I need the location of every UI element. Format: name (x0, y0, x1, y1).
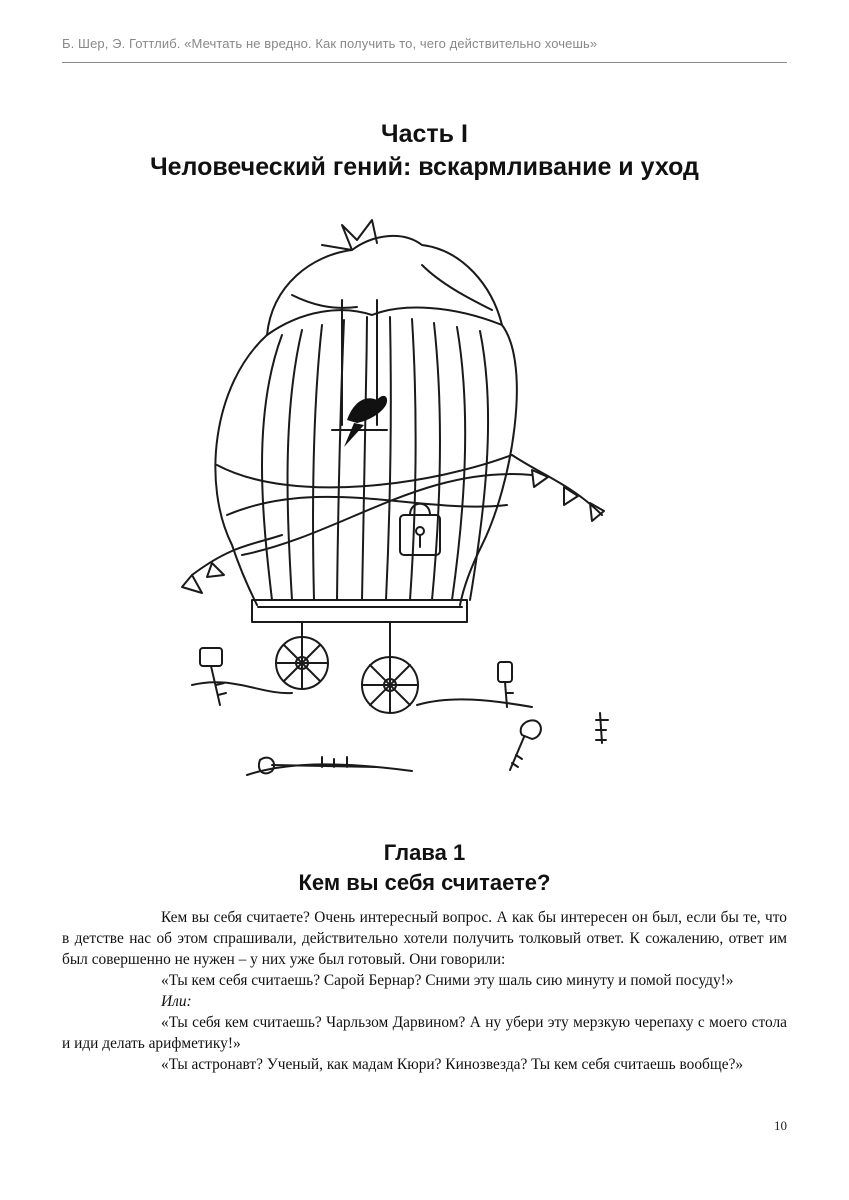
chapter-heading (62, 838, 787, 898)
body-text (62, 907, 787, 1075)
chapter-title: Кем вы себя считаете? (298, 870, 551, 895)
paragraph: Или: (161, 993, 192, 1010)
paragraph: «Ты астронавт? Ученый, как мадам Кюри? Кинозвезда? Ты кем себя считаешь вообще?» (161, 1056, 744, 1073)
page-number: 10 (774, 1118, 787, 1133)
paragraph: «Ты кем себя считаешь? Сарой Бернар? Сними эту шаль сию минуту и помой посуду!» (161, 972, 734, 989)
birdcage-icon (172, 215, 622, 805)
paragraph: Кем вы себя считаете? Очень интересный вопрос. А как бы интересен он был, если бы те, что в детстве нас об этом спрашивали, действительно хотели получить толковый ответ. К сожалению, ответ им был совершенно не нужен – у них уже был готовый. Они говорили: (62, 909, 787, 968)
chapter-label: Глава 1 (383, 840, 466, 865)
running-header: Б. Шер, Э. Готтлиб. «Мечтать не вредно. Как получить то, чего действительно хочешь» (62, 36, 787, 63)
paragraph: «Ты себя кем считаешь? Чарльзом Дарвином? А ну убери эту мерзкую черепаху с моего стола и иди делать арифметику!» (62, 1014, 787, 1052)
part-heading (62, 118, 787, 184)
part-label: Часть I (381, 120, 468, 148)
part-title: Человеческий гений: вскармливание и уход (150, 153, 699, 181)
